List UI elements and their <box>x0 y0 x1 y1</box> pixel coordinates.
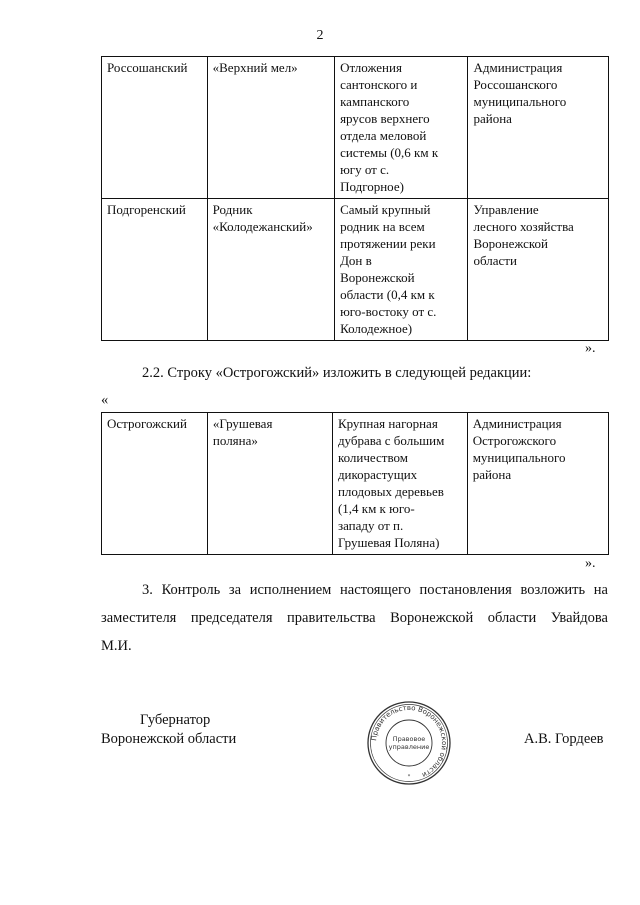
cell-text-line: района <box>473 111 512 126</box>
table-cell-name <box>207 413 332 555</box>
cell-text-line: (1,4 км к юго- <box>337 501 415 516</box>
table-cell-description <box>332 413 467 555</box>
cell-text-line: района <box>472 467 512 482</box>
closing-quote-1: ». <box>585 341 596 356</box>
paragraph-3-line-2: заместителя председателя правительства Воронежской области Увайдова <box>101 610 608 626</box>
paragraph-3-line-1: 3. Контроль за исполнением настоящего постановления возложить на <box>142 582 608 598</box>
table-row <box>102 199 609 341</box>
table-row <box>102 413 609 555</box>
cell-text-line: Администрация <box>473 60 563 75</box>
page-number: 2 <box>316 28 324 43</box>
paragraph-3-line-3: М.И. <box>101 638 132 654</box>
cell-text-line: западу от п. <box>337 518 404 533</box>
table-cell-district <box>102 413 208 555</box>
cell-text-line: Управление <box>473 202 539 217</box>
signatory-title: Губернатор <box>140 712 211 728</box>
cell-text-line: области (0,4 км к <box>340 287 435 302</box>
stamp-ring-text: Правительство Воронежской области <box>370 703 449 780</box>
cell-text-line: муниципального <box>472 450 566 465</box>
cell-text-line: поляна» <box>212 433 258 448</box>
cell-text-line: системы (0,6 км к <box>340 145 439 160</box>
cell-text-line: Россошанский <box>107 60 188 75</box>
cell-text-line: Дон в <box>340 253 372 268</box>
table-cell-district <box>102 57 208 199</box>
cell-text-line: Подгоренский <box>107 202 186 217</box>
cell-text-line: Острогожский <box>107 416 187 431</box>
cell-text-line: Воронежской <box>340 270 415 285</box>
cell-text-line: Отложения <box>340 60 402 75</box>
cell-text-line: Подгорное) <box>340 179 404 194</box>
cell-text-line: ярусов верхнего <box>340 111 430 126</box>
cell-text-line: Грушевая Поляна) <box>337 535 440 550</box>
cell-text-line: плодовых деревьев <box>337 484 444 499</box>
cell-text-line: юго-востоку от с. <box>340 304 437 319</box>
table-cell-name <box>207 57 334 199</box>
cell-text-line: кампанского <box>340 94 410 109</box>
cell-text-line: Россошанского <box>473 77 558 92</box>
protected-sites-table-2 <box>101 412 609 555</box>
table-row <box>102 57 609 199</box>
table-cell-authority <box>467 413 608 555</box>
cell-text-line: «Грушевая <box>212 416 273 431</box>
cell-text-line: протяжении реки <box>340 236 436 251</box>
cell-text-line: югу от с. <box>340 162 390 177</box>
cell-text-line: муниципального <box>473 94 567 109</box>
closing-quote-2: ». <box>585 556 596 571</box>
cell-text-line: Воронежской <box>473 236 549 251</box>
table-cell-authority <box>468 57 609 199</box>
table-cell-name <box>207 199 334 341</box>
table-cell-description <box>335 57 468 199</box>
cell-text-line: Острогожского <box>472 433 557 448</box>
cell-text-line: «Колодежанский» <box>212 219 313 234</box>
opening-quote: « <box>101 392 109 408</box>
cell-text-line: Родник <box>212 202 253 217</box>
cell-text-line: Самый крупный <box>340 202 431 217</box>
cell-text-line: дубрава с большим <box>337 433 445 448</box>
cell-text-line: сантонского и <box>340 77 418 92</box>
cell-text-line: родник на всем <box>340 219 425 234</box>
table-cell-district <box>102 199 208 341</box>
cell-text-line: дикорастущих <box>337 467 418 482</box>
signatory-region: Воронежской области <box>101 731 237 747</box>
cell-text-line: «Верхний мел» <box>212 60 298 75</box>
cell-text-line: лесного хозяйства <box>473 219 574 234</box>
paragraph-2-2: 2.2. Строку «Острогожский» изложить в следующей редакции: <box>142 365 532 381</box>
svg-text:*: * <box>407 774 411 780</box>
official-stamp <box>366 700 452 786</box>
table-cell-description <box>335 199 468 341</box>
stamp-inner-line-2: управление <box>388 743 430 751</box>
cell-text-line: Колодежное) <box>340 321 413 336</box>
cell-text-line: Администрация <box>472 416 562 431</box>
cell-text-line: Крупная нагорная <box>337 416 438 431</box>
signatory-name: А.В. Гордеев <box>524 731 604 747</box>
cell-text-line: отдела меловой <box>340 128 427 143</box>
protected-sites-table-1 <box>101 56 609 341</box>
stamp-inner-line-1: Правовое <box>392 735 426 743</box>
cell-text-line: количеством <box>337 450 408 465</box>
table-cell-authority <box>468 199 609 341</box>
cell-text-line: области <box>473 253 517 268</box>
